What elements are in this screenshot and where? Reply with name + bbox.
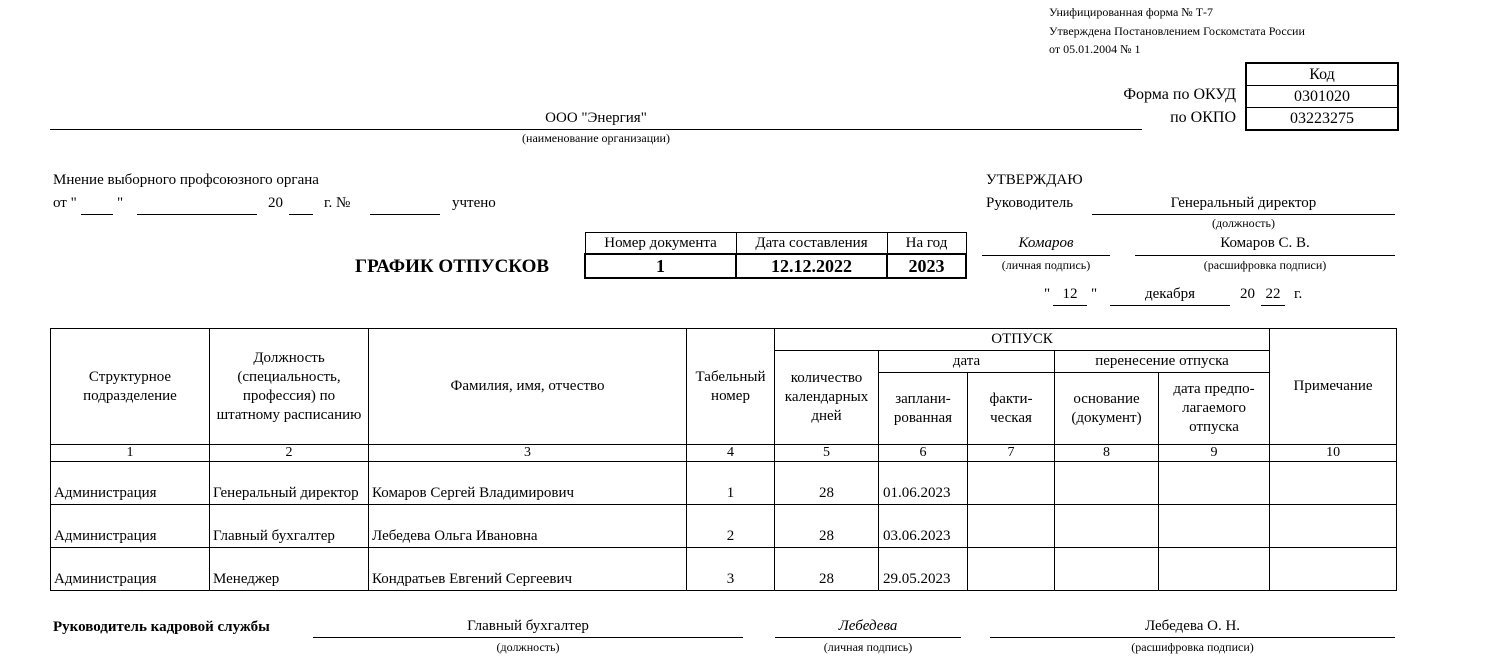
cell-expected[interactable] xyxy=(1159,548,1270,591)
approve-title: УТВЕРЖДАЮ xyxy=(986,172,1083,188)
hr-footer-decoding-caption: (расшифровка подписи) xyxy=(1131,640,1254,654)
hr-footer-decoding[interactable]: Лебедева О. Н. xyxy=(1144,618,1241,634)
cell-actual[interactable] xyxy=(968,548,1055,591)
table-row xyxy=(51,505,1397,548)
cell-days[interactable]: 28 xyxy=(775,548,879,591)
header-date: дата xyxy=(879,351,1055,373)
hr-footer-decoding-line xyxy=(990,637,1395,638)
hr-footer-label: Руководитель кадровой службы xyxy=(53,619,270,635)
document-year-label: На год xyxy=(887,233,966,255)
cell-basis[interactable] xyxy=(1055,548,1159,591)
document-info-box xyxy=(584,232,967,279)
form-header-line1: Унифицированная форма № Т-7 xyxy=(1049,5,1214,19)
column-number: 2 xyxy=(210,445,369,462)
approve-date-month[interactable]: декабря xyxy=(1144,286,1196,302)
approve-decoding[interactable]: Комаров С. В. xyxy=(1220,235,1310,251)
cell-name[interactable]: Лебедева Ольга Ивановна xyxy=(369,505,687,548)
cell-position[interactable]: Менеджер xyxy=(210,548,369,591)
header-name: Фамилия, имя, отчество xyxy=(369,329,687,445)
approve-signature[interactable]: Комаров xyxy=(1018,235,1074,251)
column-number: 10 xyxy=(1270,445,1397,462)
cell-days[interactable]: 28 xyxy=(775,505,879,548)
approve-head-label: Руководитель xyxy=(986,195,1074,211)
hr-footer-position[interactable]: Главный бухгалтер xyxy=(467,618,589,634)
cell-tabnum[interactable]: 3 xyxy=(687,548,775,591)
union-opinion-line1: Мнение выборного профсоюзного органа xyxy=(53,172,319,188)
header-vacation: ОТПУСК xyxy=(775,329,1270,351)
organization-line xyxy=(50,129,1142,130)
cell-note[interactable] xyxy=(1270,462,1397,505)
approve-decoding-caption: (расшифровка подписи) xyxy=(1203,258,1327,272)
cell-note[interactable] xyxy=(1270,505,1397,548)
approve-date-year-prefix: 20 xyxy=(1240,286,1255,302)
union-day-field[interactable] xyxy=(81,214,113,215)
cell-basis[interactable] xyxy=(1055,505,1159,548)
union-number-field[interactable] xyxy=(370,214,440,215)
approve-signature-line xyxy=(982,255,1110,256)
cell-position[interactable]: Генеральный директор xyxy=(210,462,369,505)
hr-footer-signature-caption: (личная подпись) xyxy=(823,640,913,654)
hr-footer-signature-line xyxy=(775,637,961,638)
header-tabnum: Табельный номер xyxy=(687,329,775,445)
union-from: от " xyxy=(53,195,77,211)
hr-footer-signature[interactable]: Лебедева xyxy=(838,618,898,634)
column-number: 6 xyxy=(879,445,968,462)
approve-signature-caption: (личная подпись) xyxy=(1001,258,1091,272)
document-date-value[interactable]: 12.12.2022 xyxy=(736,254,887,278)
cell-dept[interactable]: Администрация xyxy=(51,462,210,505)
cell-position[interactable]: Главный бухгалтер xyxy=(210,505,369,548)
approve-position-line xyxy=(1092,214,1395,215)
document-date-label: Дата составления xyxy=(736,233,887,255)
header-days: количество календарных дней xyxy=(775,351,879,445)
approve-date-g: г. xyxy=(1294,286,1303,302)
approve-decoding-line xyxy=(1135,255,1395,256)
header-actual: факти-ческая xyxy=(968,373,1055,445)
cell-actual[interactable] xyxy=(968,505,1055,548)
cell-planned[interactable]: 29.05.2023 xyxy=(879,548,968,591)
union-month-field[interactable] xyxy=(137,214,257,215)
cell-days[interactable]: 28 xyxy=(775,462,879,505)
header-basis: основание (документ) xyxy=(1055,373,1159,445)
approve-position-caption: (должность) xyxy=(1212,216,1275,230)
union-year-field[interactable] xyxy=(289,214,313,215)
approve-date-year-suffix[interactable]: 22 xyxy=(1265,286,1281,302)
table-row xyxy=(51,462,1397,505)
okud-label: Форма по ОКУД xyxy=(1123,86,1236,103)
form-header-line2: Утверждена Постановлением Госкомстата России xyxy=(1049,24,1305,38)
okpo-value[interactable]: 03223275 xyxy=(1247,107,1397,129)
header-transfer: перенесение отпуска xyxy=(1055,351,1270,373)
union-taken: учтено xyxy=(452,195,496,211)
cell-dept[interactable]: Администрация xyxy=(51,548,210,591)
cell-actual[interactable] xyxy=(968,462,1055,505)
vacation-schedule-table xyxy=(50,328,1397,591)
form-header-line3: от 05.01.2004 № 1 xyxy=(1049,42,1141,56)
cell-expected[interactable] xyxy=(1159,505,1270,548)
approve-date-month-line xyxy=(1110,305,1230,306)
approve-date-year-line xyxy=(1261,305,1285,306)
cell-tabnum[interactable]: 1 xyxy=(687,462,775,505)
cell-dept[interactable]: Администрация xyxy=(51,505,210,548)
code-box xyxy=(1245,62,1399,131)
cell-name[interactable]: Кондратьев Евгений Сергеевич xyxy=(369,548,687,591)
header-position: Должность (специальность, профессия) по штатному расписанию xyxy=(210,329,369,445)
approve-date-quote-open: " xyxy=(1044,286,1051,302)
header-expected: дата предпо-лагаемого отпуска xyxy=(1159,373,1270,445)
union-g-no: г. № xyxy=(324,195,351,211)
column-number: 9 xyxy=(1159,445,1270,462)
approve-date-day-line xyxy=(1053,305,1087,306)
hr-footer-position-line xyxy=(313,637,743,638)
union-year-prefix: 20 xyxy=(268,195,283,211)
cell-basis[interactable] xyxy=(1055,462,1159,505)
approve-position[interactable]: Генеральный директор xyxy=(1170,195,1317,211)
organization-caption: (наименование организации) xyxy=(522,131,670,145)
cell-planned[interactable]: 03.06.2023 xyxy=(879,505,968,548)
column-number: 3 xyxy=(369,445,687,462)
document-title: ГРАФИК ОТПУСКОВ xyxy=(355,256,550,277)
cell-name[interactable]: Комаров Сергей Владимирович xyxy=(369,462,687,505)
cell-expected[interactable] xyxy=(1159,462,1270,505)
document-number-value[interactable]: 1 xyxy=(585,254,736,278)
document-number-label: Номер документа xyxy=(585,233,736,255)
cell-planned[interactable]: 01.06.2023 xyxy=(879,462,968,505)
column-number: 1 xyxy=(51,445,210,462)
hr-footer-position-caption: (должность) xyxy=(496,640,560,654)
column-number: 4 xyxy=(687,445,775,462)
header-planned: заплани-рованная xyxy=(879,373,968,445)
code-label: Код xyxy=(1309,66,1335,83)
union-quote-close: " xyxy=(117,195,124,211)
cell-tabnum[interactable]: 2 xyxy=(687,505,775,548)
column-number: 7 xyxy=(968,445,1055,462)
table-row xyxy=(51,548,1397,591)
approve-date-day[interactable]: 12 xyxy=(1062,286,1078,302)
document-year-value[interactable]: 2023 xyxy=(887,254,966,278)
column-number: 8 xyxy=(1055,445,1159,462)
cell-note[interactable] xyxy=(1270,548,1397,591)
header-dept: Структурное подразделение xyxy=(51,329,210,445)
organization-name[interactable]: ООО "Энергия" xyxy=(545,110,647,126)
okpo-label: по ОКПО xyxy=(1170,109,1236,126)
column-number: 5 xyxy=(775,445,879,462)
okud-value[interactable]: 0301020 xyxy=(1247,85,1397,107)
header-note: Примечание xyxy=(1270,329,1397,445)
approve-date-quote-close: " xyxy=(1091,286,1098,302)
